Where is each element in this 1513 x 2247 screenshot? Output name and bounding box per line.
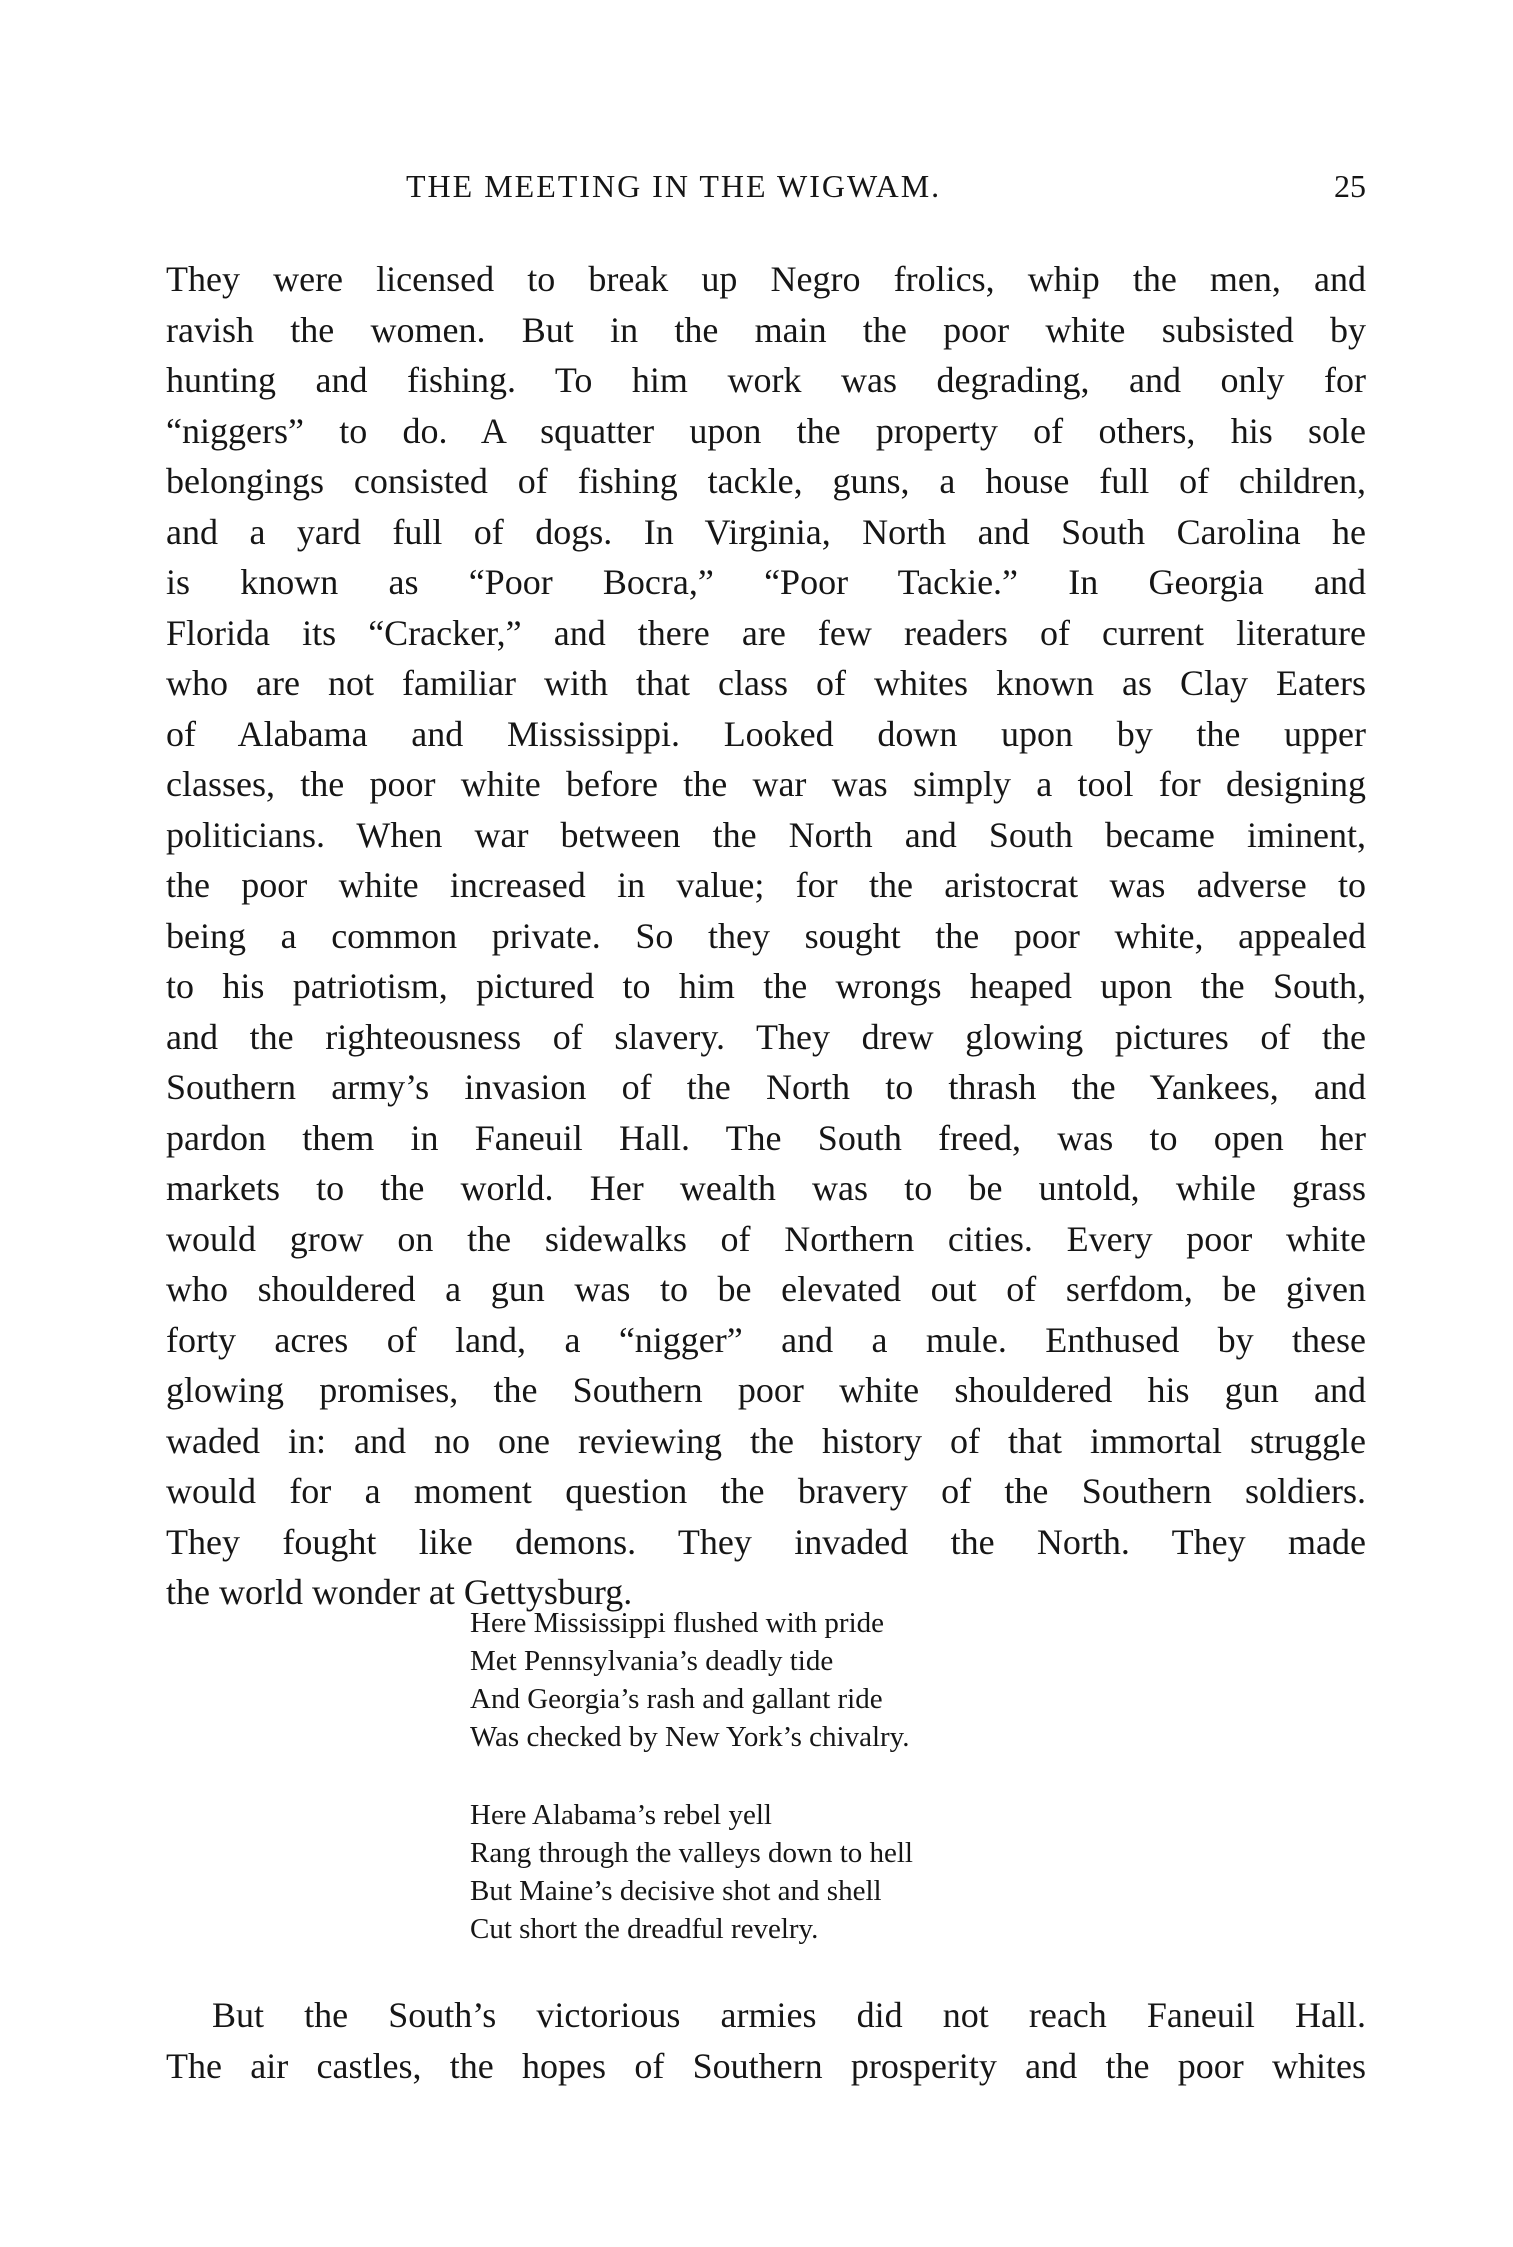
closing-paragraph	[166, 1990, 1366, 2091]
verse-line: Cut short the dreadful revelry.	[470, 1913, 819, 1945]
body-paragraph	[166, 254, 1366, 1618]
text-line: who are not familiar with that class of whites known as Clay Eaters	[166, 663, 1366, 703]
verse-line: And Georgia’s rash and gallant ride	[470, 1683, 883, 1715]
text-line: is known as “Poor Bocra,” “Poor Tackie.” In Georgia and	[166, 562, 1366, 602]
text-line: and the righteousness of slavery. They drew glowing pictures of the	[166, 1016, 1366, 1057]
running-head-title: THE MEETING IN THE WIGWAM.	[406, 168, 942, 204]
text-line: Southern army’s invasion of the North to thrash the Yankees, and	[166, 1067, 1366, 1107]
verse-line: Met Pennsylvania’s deadly tide	[470, 1645, 834, 1677]
text-line: The air castles, the hopes of Southern prosperity and the poor whites	[166, 2045, 1366, 2086]
verse-line: Was checked by New York’s chivalry.	[470, 1721, 910, 1753]
text-line: “niggers” to do. A squatter upon the property of others, his sole	[166, 410, 1366, 451]
verse-line: Here Mississippi flushed with pride	[470, 1607, 885, 1639]
verse-stanza-2	[470, 1796, 1230, 1948]
verse-stanza-1	[470, 1604, 1230, 1756]
text-line: forty acres of land, a “nigger” and a mule. Enthused by these	[166, 1319, 1366, 1360]
verse-line: Here Alabama’s rebel yell	[470, 1799, 772, 1831]
text-line: belongings consisted of fishing tackle, guns, a house full of children,	[166, 461, 1366, 501]
text-line: hunting and fishing. To him work was degrading, and only for	[166, 360, 1366, 400]
text-line: the poor white increased in value; for the aristocrat was adverse to	[166, 865, 1366, 905]
text-line: being a common private. So they sought the poor white, appealed	[166, 915, 1366, 956]
text-line: glowing promises, the Southern poor white shouldered his gun and	[166, 1370, 1366, 1410]
text-line: the world wonder at Gettysburg.	[166, 1572, 633, 1612]
text-line: of Alabama and Mississippi. Looked down upon by the upper	[166, 713, 1366, 754]
verse-line: But Maine’s decisive shot and shell	[470, 1875, 882, 1907]
page-number: 25	[1334, 168, 1366, 204]
text-line: But the South’s victorious armies did not reach Faneuil Hall.	[212, 1995, 1366, 2035]
text-line: They were licensed to break up Negro frolics, whip the men, and	[166, 259, 1366, 299]
text-line: classes, the poor white before the war was simply a tool for designing	[166, 764, 1366, 804]
text-line: waded in: and no one reviewing the history of that immortal struggle	[166, 1420, 1366, 1461]
text-line: would grow on the sidewalks of Northern cities. Every poor white	[166, 1218, 1366, 1259]
text-line: They fought like demons. They invaded the North. They made	[166, 1521, 1366, 1562]
text-line: markets to the world. Her wealth was to be untold, while grass	[166, 1168, 1366, 1208]
verse-line: Rang through the valleys down to hell	[470, 1837, 913, 1869]
running-head	[166, 168, 1366, 208]
text-line: to his patriotism, pictured to him the wrongs heaped upon the South,	[166, 966, 1366, 1006]
text-line: politicians. When war between the North and South became iminent,	[166, 814, 1366, 855]
text-line: pardon them in Faneuil Hall. The South freed, was to open her	[166, 1117, 1366, 1158]
text-line: ravish the women. But in the main the poor white subsisted by	[166, 309, 1366, 350]
text-line: and a yard full of dogs. In Virginia, North and South Carolina he	[166, 511, 1366, 552]
text-line: who shouldered a gun was to be elevated out of serfdom, be given	[166, 1269, 1366, 1309]
text-line: would for a moment question the bravery of the Southern soldiers.	[166, 1471, 1366, 1511]
text-line: Florida its “Cracker,” and there are few readers of current literature	[166, 612, 1366, 653]
